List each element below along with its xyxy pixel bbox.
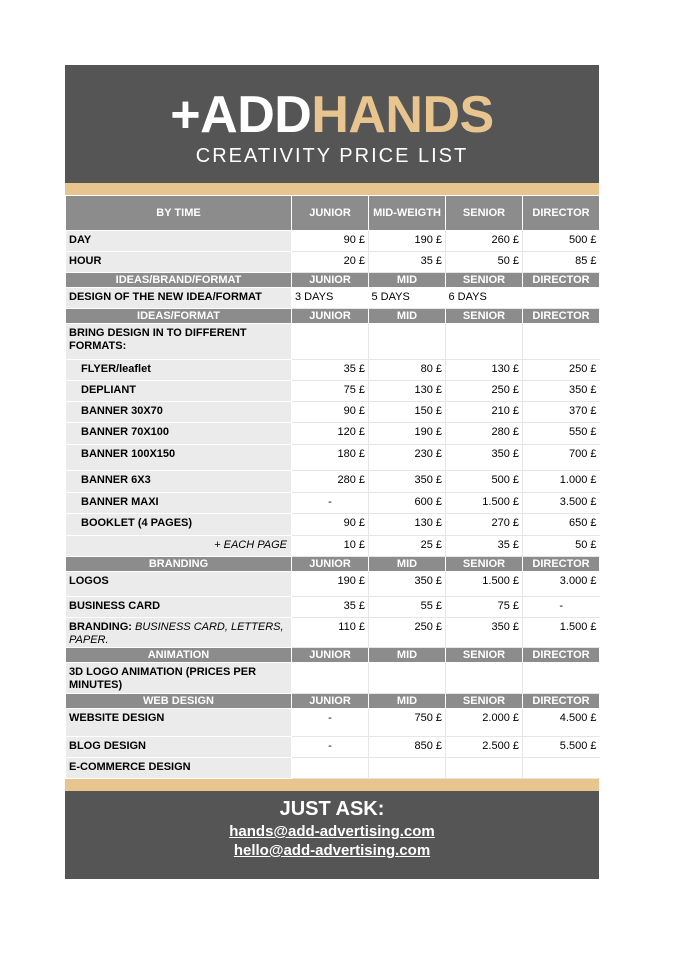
- formats-intro-label: BRING DESIGN IN TO DIFFERENT FORMATS:: [66, 324, 292, 360]
- animation-header-cell: SENIOR: [446, 648, 523, 663]
- table-row: [66, 471, 600, 493]
- time-header-cell: DIRECTOR: [523, 196, 600, 231]
- price-cell: 190 £: [369, 231, 446, 252]
- empty-cell: [369, 324, 446, 360]
- price-cell: 750 £: [369, 709, 446, 737]
- empty-cell: [292, 324, 369, 360]
- price-cell: 500 £: [523, 231, 600, 252]
- web-header-cell: SENIOR: [446, 694, 523, 709]
- email-link-hello[interactable]: hello@add-advertising.com: [233, 842, 431, 859]
- animation-header-row: [66, 648, 600, 663]
- formats-header-cell: DIRECTOR: [523, 309, 600, 324]
- price-cell: 190 £: [369, 423, 446, 445]
- animation-header-cell: ANIMATION: [66, 648, 292, 663]
- row-label: BANNER MAXI: [66, 493, 292, 514]
- price-cell: 280 £: [292, 471, 369, 493]
- email-link-hands[interactable]: hands@add-advertising.com: [229, 823, 435, 840]
- price-cell: 850 £: [369, 737, 446, 758]
- animation-header-cell: DIRECTOR: [523, 648, 600, 663]
- table-row: [66, 709, 600, 737]
- price-cell: 5 DAYS: [369, 288, 446, 309]
- price-cell: 35 £: [292, 597, 369, 618]
- price-cell: 230 £: [369, 445, 446, 471]
- price-cell: 50 £: [523, 536, 600, 557]
- price-cell: [523, 758, 600, 779]
- time-header-cell: JUNIOR: [292, 196, 369, 231]
- table-row: [66, 597, 600, 618]
- price-cell: [369, 663, 446, 694]
- price-cell: 650 £: [523, 514, 600, 536]
- price-cell: 350 £: [369, 471, 446, 493]
- price-cell: [292, 663, 369, 694]
- table-row: [66, 493, 600, 514]
- ideas-header-cell: JUNIOR: [292, 273, 369, 288]
- row-label: BLOG DESIGN: [66, 737, 292, 758]
- price-cell: 85 £: [523, 252, 600, 273]
- price-cell: 35 £: [369, 252, 446, 273]
- formats-header-cell: IDEAS/FORMAT: [66, 309, 292, 324]
- formats-header-cell: SENIOR: [446, 309, 523, 324]
- table-row: [66, 423, 600, 445]
- table-row: [66, 618, 600, 648]
- price-cell: 3.000 £: [523, 572, 600, 597]
- just-ask-heading: JUST ASK:: [279, 798, 385, 820]
- row-label: BUSINESS CARD: [66, 597, 292, 618]
- web-header-cell: DIRECTOR: [523, 694, 600, 709]
- branding-header-cell: SENIOR: [446, 557, 523, 572]
- table-row: [66, 445, 600, 471]
- branding-header-cell: BRANDING: [66, 557, 292, 572]
- table-row: [66, 572, 600, 597]
- price-cell: 80 £: [369, 360, 446, 381]
- row-label: BOOKLET (4 PAGES): [66, 514, 292, 536]
- price-cell: 50 £: [446, 252, 523, 273]
- price-cell: 150 £: [369, 402, 446, 423]
- ideas-header-cell: SENIOR: [446, 273, 523, 288]
- price-cell: [292, 758, 369, 779]
- empty-cell: [523, 324, 600, 360]
- header-banner: [65, 65, 599, 183]
- row-label: DAY: [66, 231, 292, 252]
- price-cell: 20 £: [292, 252, 369, 273]
- price-cell: 120 £: [292, 423, 369, 445]
- row-label: BANNER 100X150: [66, 445, 292, 471]
- price-cell: 130 £: [369, 514, 446, 536]
- time-header-cell: BY TIME: [66, 196, 292, 231]
- ideas-header-row: [66, 273, 600, 288]
- table-row: [66, 737, 600, 758]
- table-row: [66, 360, 600, 381]
- price-cell: -: [292, 709, 369, 737]
- price-cell: 350 £: [446, 445, 523, 471]
- row-label: LOGOS: [66, 572, 292, 597]
- price-cell: 250 £: [446, 381, 523, 402]
- price-cell: 600 £: [369, 493, 446, 514]
- row-label: [66, 618, 292, 648]
- ideas-header-cell: IDEAS/BRAND/FORMAT: [66, 273, 292, 288]
- row-label: BANNER 30X70: [66, 402, 292, 423]
- price-cell: 35 £: [292, 360, 369, 381]
- price-cell: 130 £: [369, 381, 446, 402]
- price-cell: 130 £: [446, 360, 523, 381]
- price-cell: 180 £: [292, 445, 369, 471]
- price-cell: 190 £: [292, 572, 369, 597]
- price-cell: 90 £: [292, 402, 369, 423]
- formats-header-cell: MID: [369, 309, 446, 324]
- row-label: HOUR: [66, 252, 292, 273]
- price-cell: 4.500 £: [523, 709, 600, 737]
- price-cell: 250 £: [523, 360, 600, 381]
- row-label: E-COMMERCE DESIGN: [66, 758, 292, 779]
- row-label: DEPLIANT: [66, 381, 292, 402]
- price-cell: -: [292, 737, 369, 758]
- branding-combo-bold: BRANDING:: [69, 621, 132, 633]
- price-cell: 350 £: [369, 572, 446, 597]
- price-cell: 2.000 £: [446, 709, 523, 737]
- price-cell: 6 DAYS: [446, 288, 523, 309]
- branding-header-cell: DIRECTOR: [523, 557, 600, 572]
- price-cell: 10 £: [292, 536, 369, 557]
- price-cell: [523, 288, 600, 309]
- animation-header-cell: JUNIOR: [292, 648, 369, 663]
- table-row: [66, 514, 600, 536]
- price-cell: 1.000 £: [523, 471, 600, 493]
- price-cell: 55 £: [369, 597, 446, 618]
- price-cell: 700 £: [523, 445, 600, 471]
- branding-header-row: [66, 557, 600, 572]
- table-row: [66, 663, 600, 694]
- price-cell: -: [292, 493, 369, 514]
- ideas-header-cell: DIRECTOR: [523, 273, 600, 288]
- time-header-cell: MID-WEIGTH: [369, 196, 446, 231]
- row-label: DESIGN OF THE NEW IDEA/FORMAT: [66, 288, 292, 309]
- brand-logo: [65, 86, 599, 144]
- price-cell: [446, 663, 523, 694]
- empty-cell: [446, 324, 523, 360]
- formats-header-cell: JUNIOR: [292, 309, 369, 324]
- price-list-page: [65, 65, 599, 879]
- price-cell: [523, 663, 600, 694]
- price-cell: 90 £: [292, 231, 369, 252]
- price-cell: 1.500 £: [446, 493, 523, 514]
- web-header-cell: MID: [369, 694, 446, 709]
- row-label: 3D LOGO ANIMATION (PRICES PER MINUTES): [66, 663, 292, 694]
- row-label: + EACH PAGE: [66, 536, 292, 557]
- price-cell: 350 £: [523, 381, 600, 402]
- price-cell: 210 £: [446, 402, 523, 423]
- brand-prefix: +ADD: [170, 86, 312, 144]
- price-cell: 35 £: [446, 536, 523, 557]
- branding-header-cell: MID: [369, 557, 446, 572]
- row-label: FLYER/leaflet: [66, 360, 292, 381]
- table-row: [66, 252, 600, 273]
- row-label: WEBSITE DESIGN: [66, 709, 292, 737]
- price-cell: 500 £: [446, 471, 523, 493]
- table-row: [66, 381, 600, 402]
- price-cell: 550 £: [523, 423, 600, 445]
- gold-divider-bottom: [65, 779, 599, 791]
- price-cell: 1.500 £: [523, 618, 600, 648]
- price-cell: 280 £: [446, 423, 523, 445]
- price-cell: 90 £: [292, 514, 369, 536]
- time-header-cell: SENIOR: [446, 196, 523, 231]
- price-cell: 75 £: [446, 597, 523, 618]
- price-cell: 110 £: [292, 618, 369, 648]
- table-row: [66, 288, 600, 309]
- price-table: [65, 195, 600, 779]
- price-cell: 2.500 £: [446, 737, 523, 758]
- price-cell: 350 £: [446, 618, 523, 648]
- row-label: BANNER 6X3: [66, 471, 292, 493]
- price-cell: 250 £: [369, 618, 446, 648]
- footer-banner: [65, 791, 599, 879]
- gold-divider: [65, 183, 599, 195]
- price-cell: 270 £: [446, 514, 523, 536]
- page-subtitle: CREATIVITY PRICE LIST: [195, 145, 469, 167]
- formats-header-row: [66, 309, 600, 324]
- price-cell: 370 £: [523, 402, 600, 423]
- table-row: [66, 402, 600, 423]
- price-cell: 75 £: [292, 381, 369, 402]
- table-row: [66, 536, 600, 557]
- table-row: [66, 231, 600, 252]
- brand-suffix: HANDS: [311, 86, 494, 144]
- web-header-row: [66, 694, 600, 709]
- price-cell: 260 £: [446, 231, 523, 252]
- price-cell: 3 DAYS: [292, 288, 369, 309]
- price-cell: 5.500 £: [523, 737, 600, 758]
- branding-header-cell: JUNIOR: [292, 557, 369, 572]
- table-row: [66, 324, 600, 360]
- time-header-row: [66, 196, 600, 231]
- web-header-cell: WEB DESIGN: [66, 694, 292, 709]
- price-cell: 1.500 £: [446, 572, 523, 597]
- animation-header-cell: MID: [369, 648, 446, 663]
- branding-combo-italic: BUSINESS CARD, LETTERS, PAPER.: [69, 621, 284, 646]
- table-row: [66, 758, 600, 779]
- price-cell: -: [523, 597, 600, 618]
- price-cell: 25 £: [369, 536, 446, 557]
- price-cell: 3.500 £: [523, 493, 600, 514]
- web-header-cell: JUNIOR: [292, 694, 369, 709]
- price-cell: [369, 758, 446, 779]
- ideas-header-cell: MID: [369, 273, 446, 288]
- price-cell: [446, 758, 523, 779]
- row-label: BANNER 70X100: [66, 423, 292, 445]
